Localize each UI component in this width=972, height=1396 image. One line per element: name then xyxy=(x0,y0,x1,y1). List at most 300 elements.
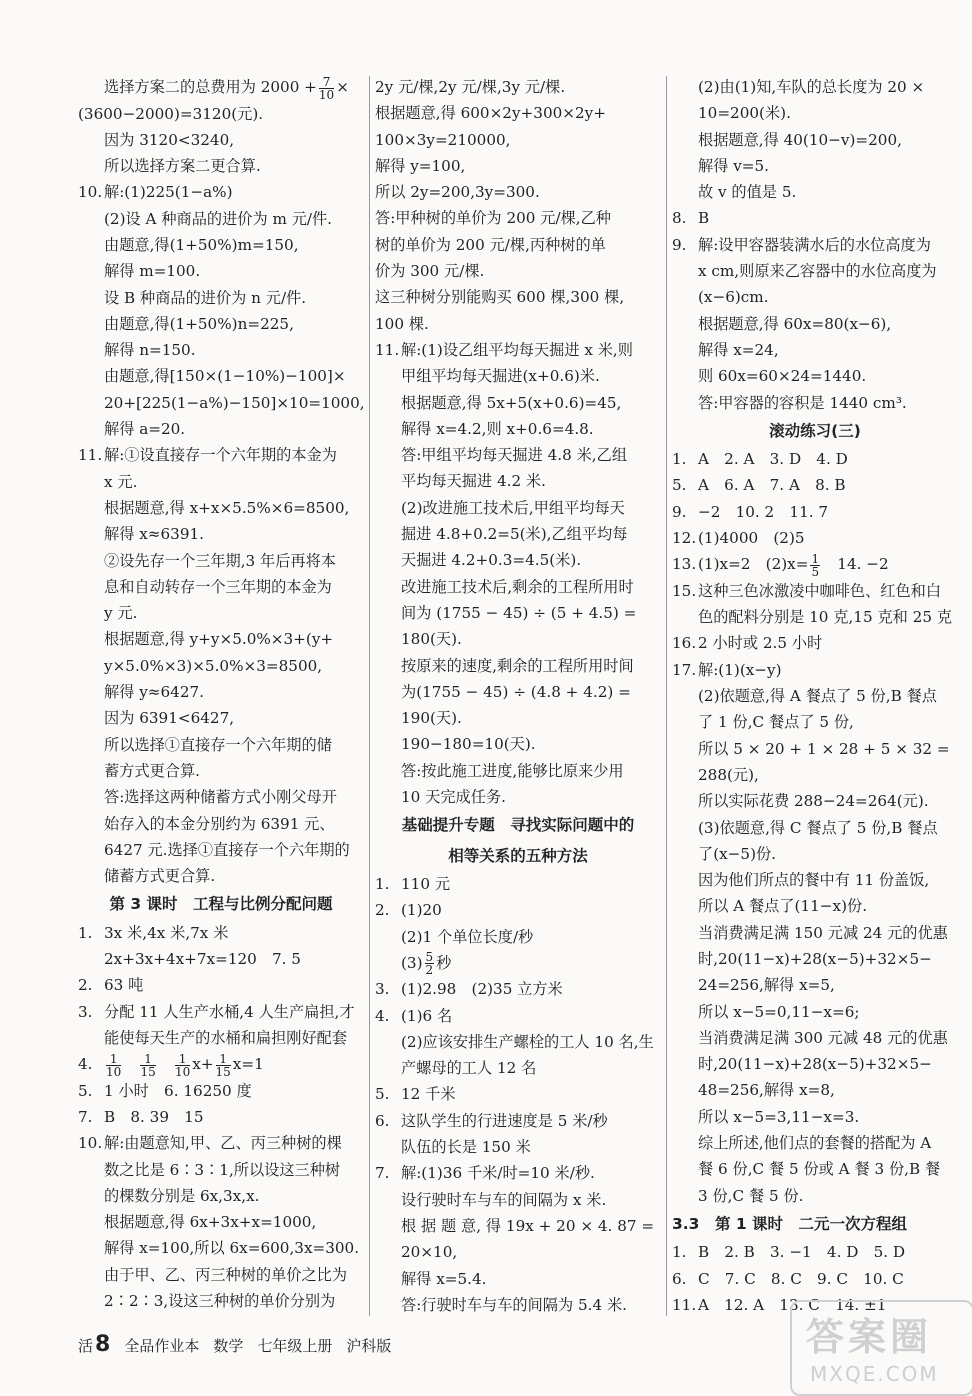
question-number: 5. xyxy=(78,1081,93,1100)
answer-text: (1)6 名 xyxy=(401,1006,453,1025)
answer-line xyxy=(78,521,364,547)
section-heading: 3.3 第 1 课时 二元一次方程组 xyxy=(672,1214,908,1233)
answer-text: 改进施工技术后,剩余的工程所用时 xyxy=(401,577,634,596)
answer-text: 解:(1)(x−y) xyxy=(698,660,782,679)
fraction xyxy=(216,1053,231,1078)
answer-line xyxy=(78,679,364,705)
answer-text: 解得 x≈6391. xyxy=(104,525,204,544)
answer-text: 解得 v=5. xyxy=(698,156,769,175)
answer-text: x 元. xyxy=(104,472,138,491)
answer-text: 蓄方式更合算. xyxy=(104,761,200,780)
answer-line xyxy=(375,495,661,521)
answer-line xyxy=(672,736,958,762)
answer-line xyxy=(672,946,958,972)
answer-text: A 6. A 7. A 8. B xyxy=(698,476,846,495)
question-number: 13. xyxy=(672,555,697,574)
answer-line xyxy=(672,630,958,656)
fraction xyxy=(175,1053,190,1078)
fraction xyxy=(319,76,334,101)
answer-line xyxy=(78,548,364,574)
answer-text: 3 份,C 餐 5 份. xyxy=(698,1186,804,1205)
answer-text: (1)2.98 (2)35 立方米 xyxy=(401,980,563,999)
answer-line xyxy=(78,442,364,468)
answer-text: 6427 元.选择①直接存一个六年期的 xyxy=(104,840,350,859)
answer-line xyxy=(78,390,364,416)
answer-line xyxy=(375,1160,661,1186)
answer-text: 根据题意,得 5x+5(x+0.6)=45, xyxy=(401,393,622,412)
answer-text: 答:甲种树的单价为 200 元/棵,乙种 xyxy=(375,209,611,228)
question-number: 9. xyxy=(672,502,687,521)
answer-text: 掘进 4.8+0.2=5(米),乙组平均每 xyxy=(401,525,628,544)
answer-text: x cm,则原来乙容器中的水位高度为 xyxy=(698,262,937,281)
answer-text: 根据题意,得 600×2y+300×2y+ xyxy=(375,104,606,123)
answer-text: 20+[225(1−a%)−150]×10=1000, xyxy=(104,393,365,412)
answer-line xyxy=(672,762,958,788)
answer-line xyxy=(672,232,958,258)
answer-text: (3600−2000)=3120(元). xyxy=(78,104,264,123)
answer-line xyxy=(672,363,958,389)
section-heading: 基础提升专题 寻找实际问题中的 xyxy=(401,816,635,835)
question-number: 3. xyxy=(78,1002,93,1021)
answer-line xyxy=(672,683,958,709)
question-number: 5. xyxy=(375,1085,390,1104)
answer-text: 因为 3120<3240, xyxy=(104,130,235,149)
fraction-numerator: 1 xyxy=(811,551,820,566)
answer-column-3 xyxy=(672,74,958,1318)
answer-text: 由题意,得[150×(1−10%)−100]× xyxy=(104,367,346,386)
answer-line xyxy=(78,1209,364,1235)
answer-line xyxy=(375,1213,661,1239)
answer-column-2 xyxy=(375,74,661,1318)
answer-line xyxy=(375,653,661,679)
answer-text: B 8. 39 15 xyxy=(104,1107,204,1126)
answer-line xyxy=(375,311,661,337)
answer-text: 这队学生的行进速度是 5 米/秒 xyxy=(401,1111,608,1130)
answer-line xyxy=(78,1157,364,1183)
answer-text: 所以选择①直接存一个六年期的储 xyxy=(104,735,332,754)
answer-line xyxy=(78,1078,364,1104)
answer-line xyxy=(672,153,958,179)
answer-text: 当消费满足满 150 元减 24 元的优惠 xyxy=(698,923,948,942)
answer-line xyxy=(78,153,364,179)
answer-line xyxy=(672,337,958,363)
answer-text: 了 1 份,C 餐点了 5 份, xyxy=(698,713,854,732)
answer-text: 根据题意,得 y+y×5.0%×3+(y+ xyxy=(104,630,334,649)
fraction-denominator: 15 xyxy=(215,1064,231,1079)
answer-line xyxy=(375,679,661,705)
question-number: 10. xyxy=(78,1134,103,1153)
answer-line xyxy=(672,499,958,525)
answer-text: 由题意,得(1+50%)m=150, xyxy=(104,235,299,254)
answer-line xyxy=(375,205,661,231)
answer-text: 根据题意,得 40(10−v)=200, xyxy=(698,130,902,149)
answer-line xyxy=(672,972,958,998)
answer-text: 平均每天掘进 4.2 米. xyxy=(401,472,546,491)
question-number: 6. xyxy=(375,1111,390,1130)
answer-text: 当消费满足满 300 元减 48 元的优惠 xyxy=(698,1028,948,1047)
answer-text: 根据题意,得 x+x×5.5%×6=8500, xyxy=(104,498,350,517)
answer-line xyxy=(78,74,364,101)
answer-text: 110 元 xyxy=(401,874,451,893)
answer-line xyxy=(672,999,958,1025)
answer-line xyxy=(78,1104,364,1130)
answer-line xyxy=(375,153,661,179)
answer-text: 所以 2y=200,3y=300. xyxy=(375,183,540,202)
answer-line xyxy=(78,416,364,442)
answer-text: 解得 n=150. xyxy=(104,341,196,360)
footer-book: 全品作业本 xyxy=(124,1337,200,1355)
answer-line xyxy=(78,920,364,946)
answer-text: 所以实际花费 288−24=264(元). xyxy=(698,792,929,811)
answer-text: 按原来的速度,剩余的工程所用时间 xyxy=(401,656,634,675)
question-number: 4. xyxy=(375,1006,390,1025)
section-heading: 滚动练习(三) xyxy=(769,421,861,440)
answer-text: 解:(1)设乙组平均每天掘进 x 米,则 xyxy=(401,340,633,359)
answer-text: (2)改进施工技术后,甲组平均每天 xyxy=(401,498,625,517)
footer-grade: 七年级上册 xyxy=(257,1337,333,1355)
fraction-denominator: 5 xyxy=(811,564,820,579)
section-heading: 第 3 课时 工程与比例分配问题 xyxy=(109,895,333,914)
answer-line xyxy=(78,101,364,127)
answer-line xyxy=(375,1029,661,1055)
fraction-denominator: 10 xyxy=(318,87,335,102)
answer-text: 10=200(米). xyxy=(698,104,791,123)
answer-line xyxy=(672,604,958,630)
answer-line xyxy=(375,1003,661,1029)
answer-text: 24=256,解得 x=5, xyxy=(698,976,835,995)
answer-text: A 12. A 13. C 14. ±1 xyxy=(698,1295,887,1314)
answer-text: 树的单价为 200 元/棵,丙种树的单 xyxy=(375,235,606,254)
answer-line xyxy=(375,871,661,897)
answer-text: 故 v 的值是 5. xyxy=(698,183,797,202)
answer-line xyxy=(375,1266,661,1292)
answer-line xyxy=(78,626,364,652)
answer-line xyxy=(672,390,958,416)
answer-line xyxy=(78,232,364,258)
answer-text: 所以 A 餐点了(11−x)份. xyxy=(698,897,868,916)
column-divider xyxy=(666,76,667,1316)
answer-text: (1)20 xyxy=(401,901,442,920)
answer-line xyxy=(78,999,364,1025)
question-number: 9. xyxy=(672,235,687,254)
answer-text: 答:按此施工进度,能够比原来少用 xyxy=(401,761,624,780)
answer-text: 100×3y=210000, xyxy=(375,130,511,149)
answer-text: 根据题意,得 60x=80(x−6), xyxy=(698,314,892,333)
answer-text: × xyxy=(336,78,349,96)
question-number: 2. xyxy=(375,901,390,920)
answer-text: 解得 x=24, xyxy=(698,340,779,359)
question-number: 6. xyxy=(672,1269,687,1288)
answer-text: 这种三色冰激凌中咖啡色、红色和白 xyxy=(698,581,941,600)
question-number: 1. xyxy=(672,1243,687,1262)
answer-text: 选择方案二的总费用为 2000 + xyxy=(104,78,317,96)
answer-line xyxy=(375,950,661,977)
answer-line xyxy=(78,1130,364,1156)
answer-text: 天掘进 4.2+0.3=4.5(米). xyxy=(401,551,582,570)
answer-text: C 7. C 8. C 9. C 10. C xyxy=(698,1269,904,1288)
answer-line xyxy=(672,788,958,814)
answer-line xyxy=(78,179,364,205)
fraction xyxy=(106,1053,121,1078)
answer-line xyxy=(78,363,364,389)
answer-line xyxy=(78,811,364,837)
answer-text: 餐 6 份,C 餐 5 份或 A 餐 3 份,B 餐 xyxy=(698,1160,941,1179)
watermark-url: MXQE.COM xyxy=(810,1362,939,1386)
answer-line xyxy=(672,446,958,472)
fraction-numerator: 7 xyxy=(319,76,334,89)
answer-text: 解:①设直接存一个六年期的本金为 xyxy=(104,446,337,465)
answer-text: 解:(1)36 千米/时=10 米/秒. xyxy=(401,1164,595,1183)
question-number: 7. xyxy=(78,1107,93,1126)
answer-text: 答:甲组平均每天掘进 4.8 米,乙组 xyxy=(401,446,628,465)
fraction-numerator: 1 xyxy=(175,1053,190,1066)
answer-line xyxy=(672,74,958,100)
answer-line xyxy=(672,284,958,310)
answer-text: 能使每天生产的水桶和扁担刚好配套 xyxy=(104,1028,347,1047)
answer-line xyxy=(78,732,364,758)
answer-text: 为(1755 − 45) ÷ (4.8 + 4.2) = xyxy=(401,682,631,701)
answer-line xyxy=(672,867,958,893)
answer-text: (1)4000 (2)5 xyxy=(698,529,805,548)
answer-text: 数之比是 6∶3∶1,所以设这三种树 xyxy=(104,1160,341,1179)
answer-line xyxy=(375,1134,661,1160)
answer-line xyxy=(672,1239,958,1265)
answer-text: 的棵数分别是 6x,3x,x. xyxy=(104,1186,260,1205)
answer-text: 3x 米,4x 米,7x 米 xyxy=(104,923,229,942)
fraction-numerator: 1 xyxy=(216,1053,231,1066)
answer-line xyxy=(672,578,958,604)
answer-line xyxy=(672,893,958,919)
answer-line xyxy=(672,179,958,205)
question-number: 1. xyxy=(672,450,687,469)
answer-text: 由题意,得(1+50%)n=225, xyxy=(104,314,294,333)
answer-text: (2)设 A 种商品的进价为 m 元/件. xyxy=(104,209,333,228)
fraction-numerator: 5 xyxy=(425,950,434,965)
answer-line xyxy=(672,472,958,498)
answer-text: 了(x−5)份. xyxy=(698,844,777,863)
answer-line xyxy=(672,1130,958,1156)
answer-text: 所以选择方案二更合算. xyxy=(104,157,261,176)
answer-line xyxy=(375,74,661,100)
answer-text: 间为 (1755 − 45) ÷ (5 + 4.5) = xyxy=(401,603,637,622)
answer-text: 因为 6391<6427, xyxy=(104,709,235,728)
answer-line xyxy=(375,468,661,494)
answer-line xyxy=(672,525,958,551)
answer-line xyxy=(78,574,364,600)
answer-line xyxy=(672,1266,958,1292)
question-number: 15. xyxy=(672,581,697,600)
answer-text: 答:选择这两种储蓄方式小刚父母开 xyxy=(104,788,337,807)
answer-line xyxy=(375,924,661,950)
answer-line xyxy=(78,311,364,337)
answer-text: 答:行驶时车与车的间隔为 5.4 米. xyxy=(401,1295,628,1314)
question-number: 10. xyxy=(78,183,103,202)
answer-line xyxy=(672,311,958,337)
answer-line xyxy=(672,258,958,284)
answer-text: 设 B 种商品的进价为 n 元/件. xyxy=(104,288,307,307)
answer-text: 1 小时 6. 16250 度 xyxy=(104,1081,252,1100)
answer-line xyxy=(375,179,661,205)
answer-line xyxy=(78,1183,364,1209)
question-number: 1. xyxy=(78,923,93,942)
fraction xyxy=(140,1053,155,1078)
answer-line xyxy=(78,784,364,810)
answer-line xyxy=(375,1055,661,1081)
answer-line xyxy=(375,521,661,547)
answer-text: 解得 y=100, xyxy=(375,156,466,175)
answer-text: 储蓄方式更合算. xyxy=(104,867,216,886)
answer-text: 48=256,解得 x=8, xyxy=(698,1081,835,1100)
question-number: 17. xyxy=(672,660,697,679)
answer-text: 时,20(11−x)+28(x−5)+32×5− xyxy=(698,1055,932,1074)
answer-text: 解得 m=100. xyxy=(104,262,201,281)
answer-text: 解得 y≈6427. xyxy=(104,683,204,702)
answer-line xyxy=(78,337,364,363)
answer-line xyxy=(672,1051,958,1077)
answer-text: 始存入的本金分别约为 6391 元、 xyxy=(104,814,335,833)
answer-line xyxy=(78,1288,364,1314)
fraction-denominator: 2 xyxy=(425,963,434,978)
answer-line xyxy=(672,1156,958,1182)
answer-line xyxy=(672,1077,958,1103)
answer-text: 分配 11 人生产水桶,4 人生产扁担,才 xyxy=(104,1002,355,1021)
question-number: 12. xyxy=(672,529,697,548)
answer-line xyxy=(375,705,661,731)
answer-text: (3) xyxy=(401,953,423,972)
answer-line xyxy=(78,1025,364,1051)
answer-line xyxy=(78,1051,364,1078)
answer-text: 由于甲、乙、丙三种树的单价之比为 xyxy=(104,1265,347,1284)
fraction-numerator: 1 xyxy=(106,1053,121,1066)
answer-line xyxy=(375,547,661,573)
answer-line xyxy=(375,442,661,468)
answer-line xyxy=(375,363,661,389)
answer-text: 所以 x−5=3,11−x=3. xyxy=(698,1107,860,1126)
answer-line xyxy=(375,284,661,310)
answer-line xyxy=(375,897,661,923)
answer-text: 2y 元/棵,2y 元/棵,3y 元/棵. xyxy=(375,78,566,96)
answer-line xyxy=(375,976,661,1002)
answer-text: (2)1 个单位长度/秒 xyxy=(401,927,534,946)
answer-line xyxy=(78,600,364,626)
page-footer xyxy=(78,1332,391,1357)
answer-text: 63 吨 xyxy=(104,976,144,995)
question-number: 1. xyxy=(375,874,390,893)
answer-line xyxy=(78,285,364,311)
answer-text: 解得 x=100,所以 6x=600,3x=300. xyxy=(104,1239,360,1258)
answer-text: 20×10, xyxy=(401,1243,458,1262)
answer-text: 所以 x−5=0,11−x=6; xyxy=(698,1002,860,1021)
footer-edition: 沪科版 xyxy=(346,1337,392,1355)
fraction-numerator: 1 xyxy=(140,1053,155,1066)
answer-text: 190−180=10(天). xyxy=(401,735,536,754)
answer-line xyxy=(375,390,661,416)
answer-text: (x−6)cm. xyxy=(698,288,769,307)
answer-text: 10 天完成任务. xyxy=(401,788,506,807)
answer-text: 产螺母的工人 12 名 xyxy=(401,1059,537,1078)
answer-text: 队伍的长是 150 米 xyxy=(401,1138,531,1157)
answer-line xyxy=(78,653,364,679)
question-number: 11. xyxy=(375,340,400,359)
answer-text: 解:由题意知,甲、乙、丙三种树的棵 xyxy=(104,1134,342,1153)
answer-line xyxy=(78,1235,364,1261)
answer-text: 2∶2∶3,设这三种树的单价分别为 xyxy=(104,1292,336,1311)
fraction-denominator: 15 xyxy=(140,1064,156,1079)
answer-line xyxy=(375,758,661,784)
answer-text: 解:(1)225(1−a%) xyxy=(104,183,233,202)
answer-text: 所以 5 × 20 + 1 × 28 + 5 × 32 = xyxy=(698,739,950,758)
answer-text: 288(元), xyxy=(698,765,759,784)
answer-text: 因为他们所点的餐中有 11 份盖饭, xyxy=(698,871,930,890)
answer-text: 根据题意,得 6x+3x+x=1000, xyxy=(104,1213,317,1232)
answer-text: 则 60x=60×24=1440. xyxy=(698,367,867,386)
answer-line xyxy=(78,972,364,998)
answer-text: A 2. A 3. D 4. D xyxy=(698,450,848,469)
question-number: 4. xyxy=(78,1055,93,1074)
answer-column-1 xyxy=(78,74,364,1314)
answer-text: 解得 x=4.2,则 x+0.6=4.8. xyxy=(401,419,594,438)
answer-line xyxy=(78,1262,364,1288)
answer-text: x=1 xyxy=(232,1055,264,1074)
answer-line xyxy=(375,337,661,363)
answer-text: 14. −2 xyxy=(822,555,889,574)
answer-line xyxy=(375,731,661,757)
answer-line xyxy=(672,815,958,841)
section-heading: 相等关系的五种方法 xyxy=(448,846,588,865)
answer-line xyxy=(78,705,364,731)
answer-text: 答:甲容器的容积是 1440 cm³. xyxy=(698,393,907,412)
answer-text: (2)由(1)知,车队的总长度为 20 × xyxy=(698,78,925,96)
fraction xyxy=(425,951,435,976)
answer-text: 设行驶时车与车的间隔为 x 米. xyxy=(401,1190,607,1209)
answer-text: y×5.0%×3)×5.0%×3=8500, xyxy=(104,656,323,675)
answer-line xyxy=(375,1187,661,1213)
answer-text: 这三种树分别能购买 600 棵,300 棵, xyxy=(375,288,625,307)
column-divider xyxy=(369,76,370,1316)
fraction xyxy=(810,553,820,578)
question-number: 8. xyxy=(672,209,687,228)
answer-line xyxy=(672,205,958,231)
answer-line xyxy=(672,657,958,683)
answer-text: 秒 xyxy=(436,953,452,972)
answer-text: 根 据 题 意, 得 19x + 20 × 4. 87 = xyxy=(401,1216,655,1235)
answer-line xyxy=(375,1292,661,1318)
answer-line xyxy=(375,100,661,126)
answer-line xyxy=(672,841,958,867)
answer-text: 2x+3x+4x+7x=120 7. 5 xyxy=(104,950,301,968)
answer-text: 价为 300 元/棵. xyxy=(375,262,485,281)
answer-text: 190(天). xyxy=(401,709,462,728)
question-number: 11. xyxy=(78,446,103,465)
answer-line xyxy=(375,1081,661,1107)
answer-line xyxy=(375,1239,661,1265)
question-number: 7. xyxy=(375,1164,390,1183)
answer-text: 解得 x=5.4. xyxy=(401,1269,487,1288)
answer-line xyxy=(78,758,364,784)
question-number: 16. xyxy=(672,634,697,653)
answer-line xyxy=(672,551,958,578)
answer-line xyxy=(375,127,661,153)
answer-text: 12 千米 xyxy=(401,1085,456,1104)
footer-page-label: 活8 xyxy=(78,1332,111,1357)
answer-line xyxy=(375,1108,661,1134)
question-number: 11. xyxy=(672,1295,697,1314)
question-number: 3. xyxy=(375,980,390,999)
answer-line xyxy=(78,258,364,284)
answer-text: B xyxy=(698,209,710,228)
answer-line xyxy=(375,626,661,652)
question-number: 5. xyxy=(672,476,687,495)
